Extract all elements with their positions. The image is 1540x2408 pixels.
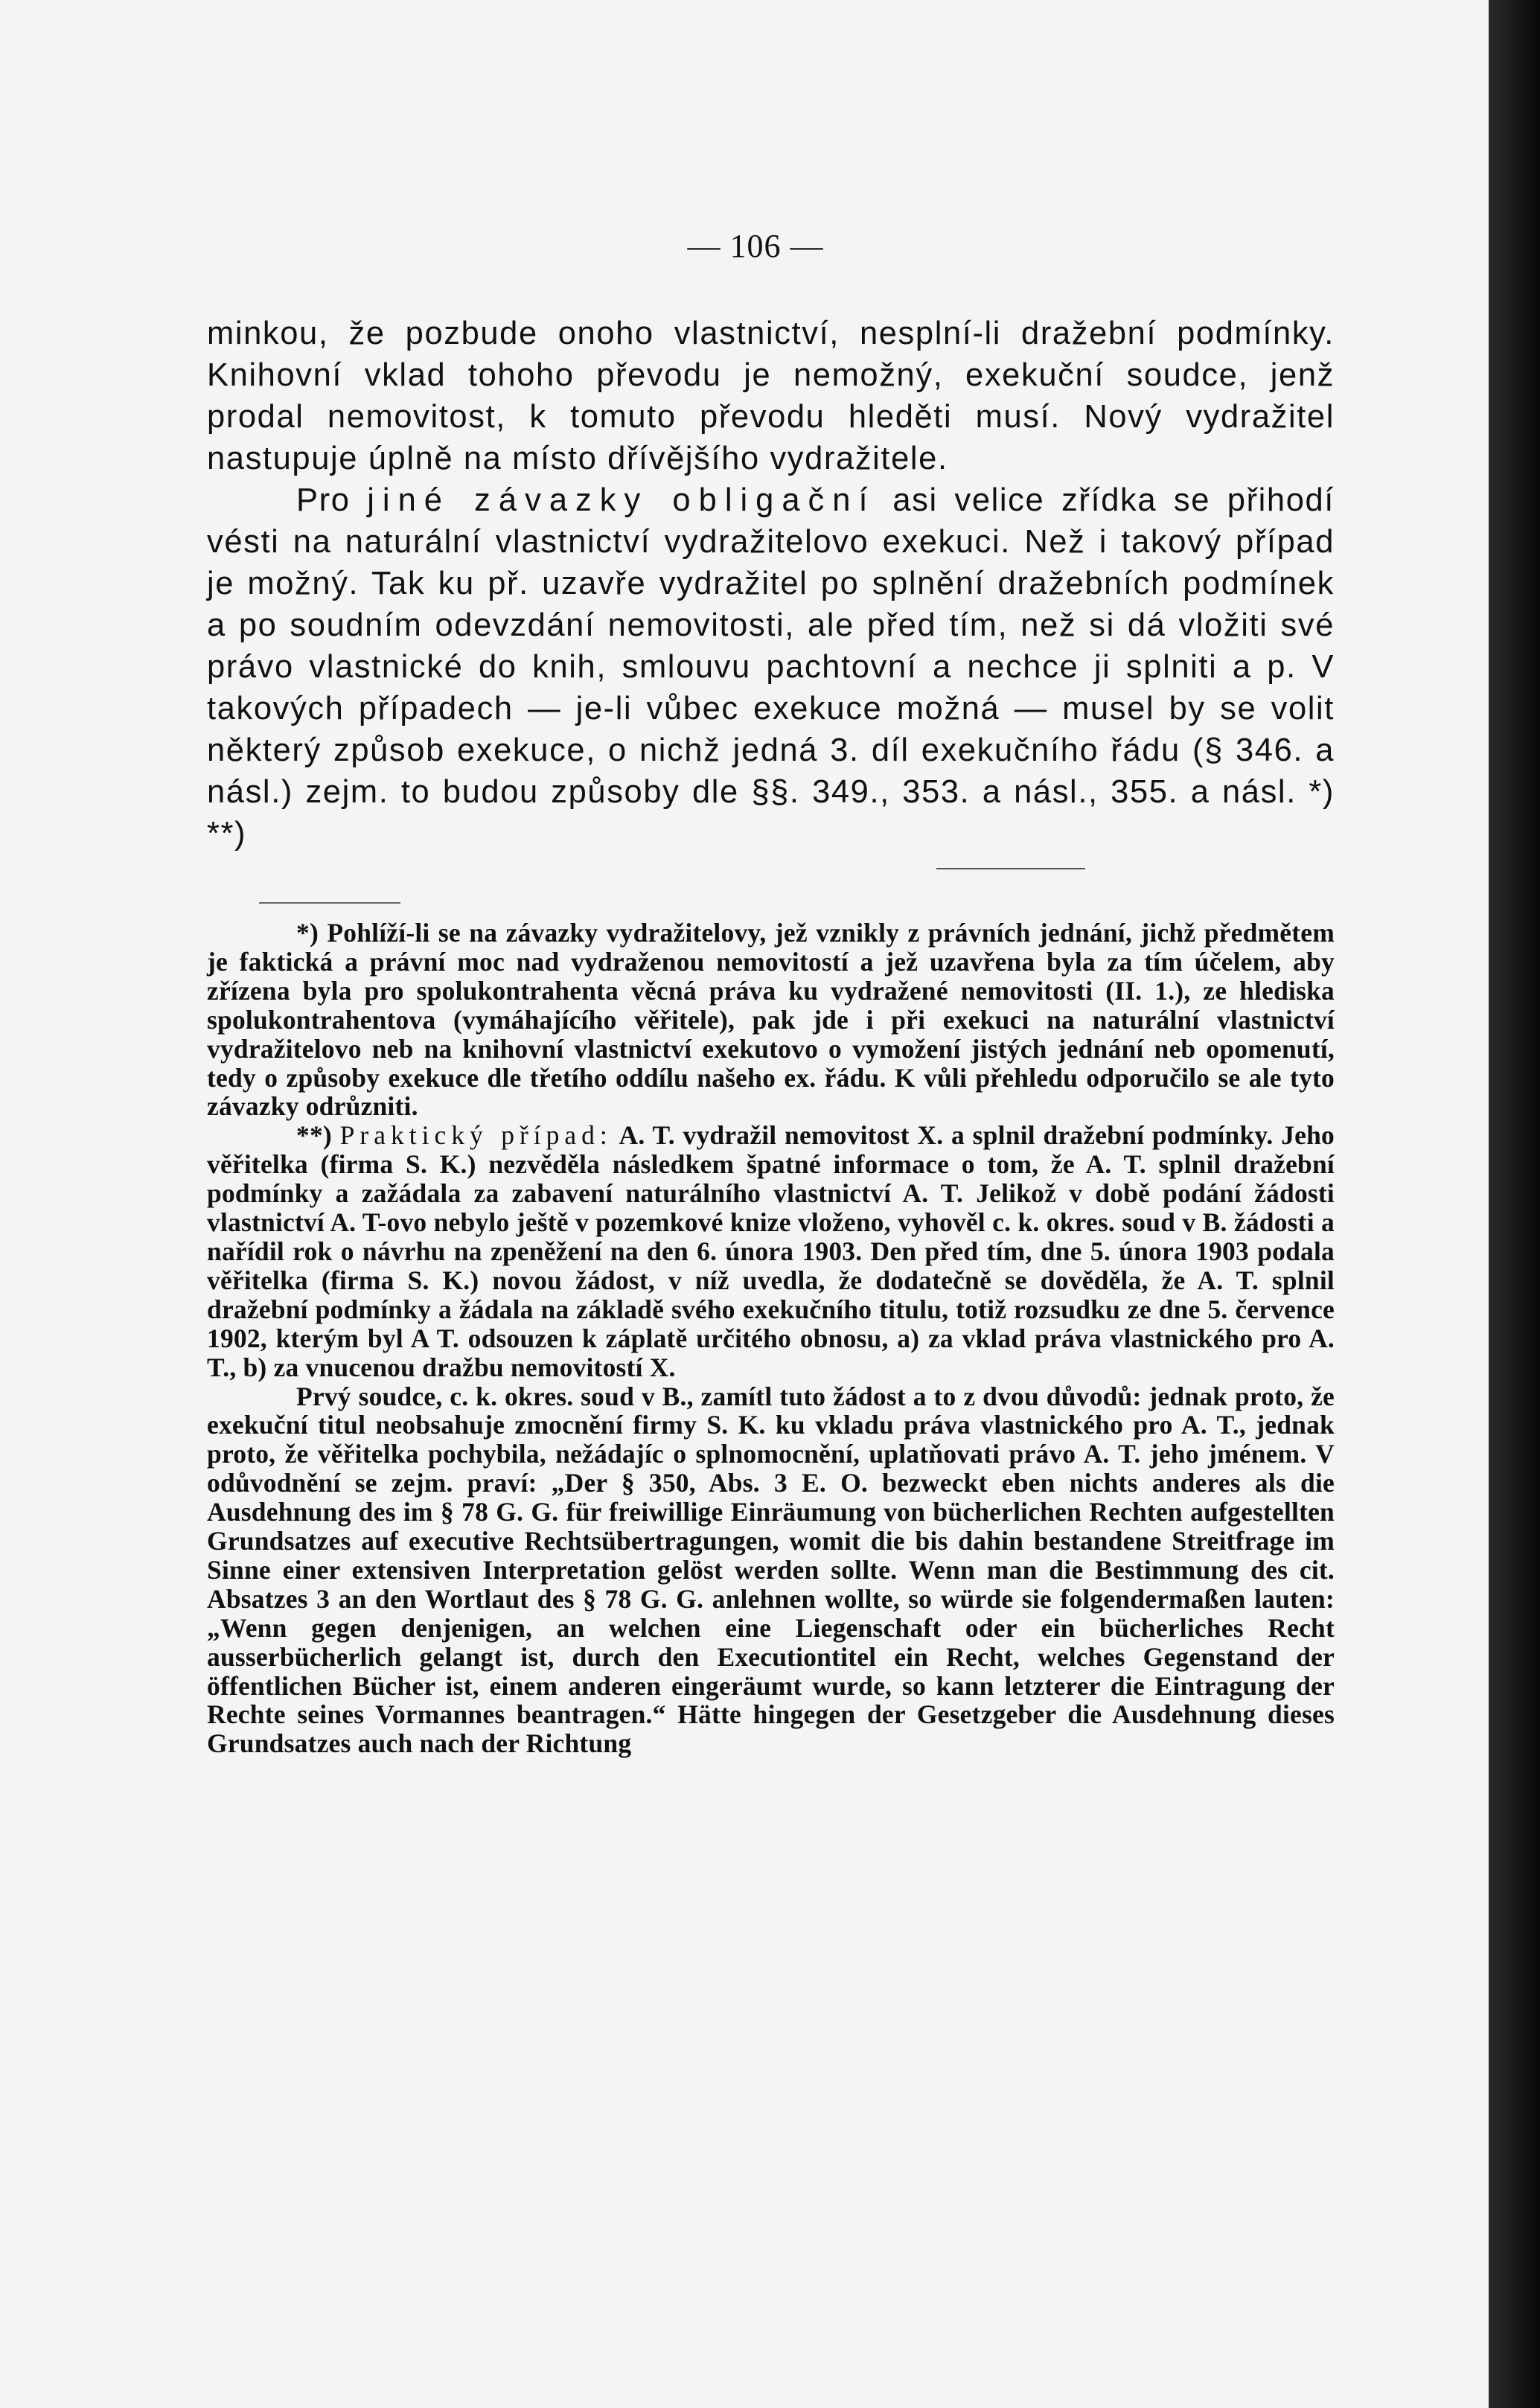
page-number: — 106 — [687, 228, 824, 264]
section-divider [936, 868, 1085, 869]
footnote-2-heading: Praktický případ: [339, 1120, 613, 1151]
emphasized-term: jiné závazky obligační [367, 482, 876, 518]
paragraph-2-body: asi velice zřídka se přihodí vésti na naturální vlastnictví vydražitelovo exekuci. Než i takový případ je možný. Tak ku př. uzavře vydražitel po splnění dražebních podmínek a po soudním odevzdání nemovitosti, ale před tím, než si dá vložiti své právo vlastnické do knih, smlouvu pachtovní a nechce ji splniti a p. V takových případech — je-li vůbec exekuce možná — musel by se volit některý způsob exekuce, o nichž jedná 3. díl exekučního řádu (§ 346. a násl.) zejm. to budou způsoby dle §§. 349., 353. a násl., 355. a násl. *) **) [207, 482, 1335, 852]
footnote-separator [259, 902, 400, 904]
page-content [207, 313, 1335, 1758]
footnote-1-marker: *) [296, 918, 319, 948]
paragraph-2 [207, 479, 1335, 855]
footnote-2 [207, 1121, 1335, 1382]
scan-edge-shadow [1489, 0, 1540, 2408]
footnote-2-text: A. T. vydražil nemovitost X. a splnil dražební podmínky. Jeho věřitelka (firma S. K.) nezvěděla následkem špatné informace o tom, že A. T. splnil dražební podmínky a zažádala za zabavení naturálního vlastnictví A. T. Jelikož v době podání žádosti vlastnictví A. T-ovo nebylo ještě v pozemkové knize vloženo, vyhověl c. k. okres. soud v B. žádosti a nařídil rok o návrhu na zpeněžení na den 6. února 1903. Den před tím, dne 5. února 1903 podala věřitelka (firma S. K.) novou žádost, v níž uvedla, že dodatečně se dověděla, že A. T. splnil dražební podmínky a žádala na základě svého exekučního titulu, totiž rozsudku ze dne 5. července 1902, kterým byl A T. odsouzen k záplatě určitého obnosu, a) za vklad práva vlastnického pro A. T., b) za vnucenou dražbu nemovitostí X. [207, 1120, 1335, 1382]
footnote-2-continuation: Prvý soudce, c. k. okres. soud v B., zamítl tuto žádost a to z dvou důvodů: jednak proto, že exekuční titul neobsahuje zmocnění firmy S. K. ku vkladu práva vlastnického pro A. T., jednak proto, že věřitelka pochybila, nežádajíc o splnomocnění, uplatňovati právo A. T. jeho jménem. V odůvodnění se zejm. praví: „Der § 350, Abs. 3 E. O. bezweckt eben nichts anderes als die Ausdehnung des im § 78 G. G. für freiwillige Einräumung von bücherlichen Rechten aufgestellten Grundsatzes auf executive Rechtsübertragungen, womit die bis dahin bestandene Streitfrage im Sinne einer extensiven Interpretation gelöst werden sollte. Wenn man die Bestimmung des cit. Absatzes 3 an den Wortlaut des § 78 G. G. anlehnen wollte, so würde sie folgendermaßen lauten: „Wenn gegen denjenigen, an welchen eine Liegenschaft oder ein bücherliches Recht ausserbücherlich gelangt ist, durch den Executiontitel ein Recht, welches Gegenstand der öffentlichen Bücher ist, einem anderen eingeräumt wurde, so kann letzterer die Eintragung der Rechte seines Vormannes beantragen.“ Hätte hingegen der Gesetzgeber die Ausdehnung dieses Grundsatzes auch nach der Richtung [207, 1381, 1335, 1759]
paragraph-1: minkou, že pozbude onoho vlastnictví, nesplní-li dražební podmínky. Knihovní vklad tohoho převodu je nemožný, exekuční soudce, jenž prodal nemovitost, k tomuto převodu hleděti musí. Nový vydražitel nastupuje úplně na místo dřívějšího vydražitele. [207, 316, 1335, 476]
footnote-2-marker: **) [296, 1120, 332, 1151]
paragraph-2-lead: Pro [296, 482, 351, 518]
footnote-1-text: Pohlíží-li se na závazky vydražitelovy, jež vznikly z právních jednání, jichž předmětem je faktická a právní moc nad vydraženou nemovitostí a jež uzavřena byla za tím účelem, aby zřízena byla pro spolukontrahenta věcná práva ku vydražené nemovitosti (II. 1.), ze hlediska spolukontrahentova (vymáhajícího věřitele), pak jde i při exekuci na naturální vlastnictví vydražitelovo neb na knihovní vlastnictví exekutovo o vymožení jistých jednání neb opomenutí, tedy o způsoby exekuce dle třetího oddílu našeho ex. řádu. K vůli přehledu odporučilo se ale tyto závazky odrůzniti. [207, 918, 1335, 1122]
footnote-1 [207, 919, 1335, 1121]
